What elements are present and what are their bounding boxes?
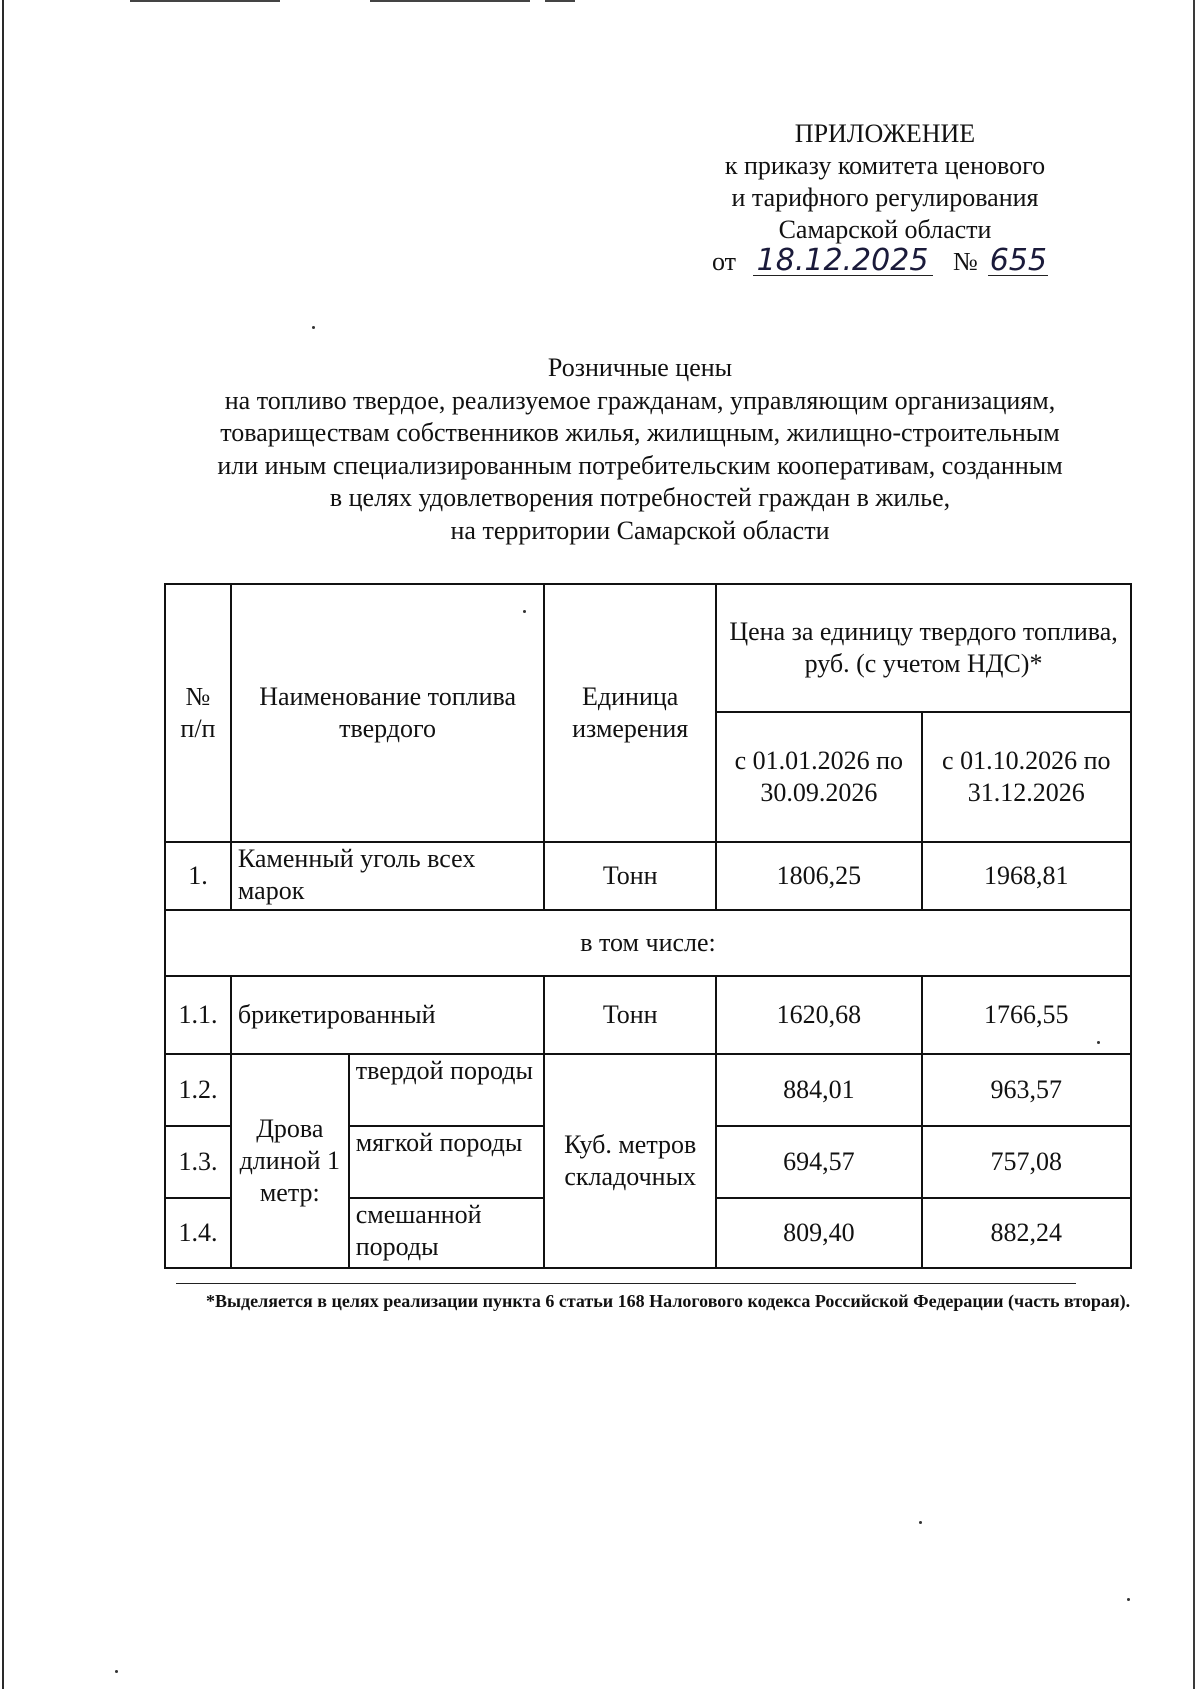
row-unit: Тонн bbox=[544, 976, 716, 1054]
handwritten-number: 655 bbox=[989, 243, 1047, 278]
number-label: № bbox=[953, 247, 978, 276]
footnote-rule bbox=[176, 1283, 1076, 1284]
scan-speck bbox=[523, 610, 526, 613]
row-price-1: 884,01 bbox=[716, 1054, 921, 1126]
firewood-unit: Куб. метров складочных bbox=[544, 1054, 716, 1268]
row-num: 1.1. bbox=[165, 976, 231, 1054]
table-row bbox=[165, 976, 1131, 1054]
scan-mark bbox=[130, 0, 280, 2]
row-num: 1.4. bbox=[165, 1198, 231, 1268]
title-line: на территории Самарской области bbox=[450, 515, 830, 545]
including-row: в том числе: bbox=[165, 910, 1131, 976]
scan-speck bbox=[1127, 1598, 1130, 1601]
scan-edge-right bbox=[1193, 0, 1195, 1689]
row-num: 1. bbox=[165, 842, 231, 910]
row-price-2: 963,57 bbox=[922, 1054, 1131, 1126]
row-name: Каменный уголь всех марок bbox=[231, 842, 544, 910]
appendix-line: и тарифного регулирования bbox=[731, 183, 1039, 212]
title-line: товариществам собственников жилья, жилищным, жилищно-строительным bbox=[220, 418, 1060, 447]
scan-mark bbox=[545, 0, 575, 2]
row-num: 1.3. bbox=[165, 1126, 231, 1198]
row-unit: Тонн bbox=[544, 842, 716, 910]
from-label: от bbox=[712, 247, 737, 276]
table-row bbox=[165, 842, 1131, 910]
table-header-row bbox=[165, 584, 1131, 712]
title-line: Розничные цены bbox=[547, 353, 733, 382]
scan-speck bbox=[1097, 1041, 1100, 1044]
row-price-1: 694,57 bbox=[716, 1126, 921, 1198]
document-title bbox=[140, 352, 1140, 547]
header-price: Цена за единицу твердого топлива, руб. (с учетом НДС)* bbox=[716, 584, 1131, 712]
row-price-2: 1968,81 bbox=[922, 842, 1131, 910]
scan-speck bbox=[312, 326, 315, 329]
row-price-1: 1620,68 bbox=[716, 976, 921, 1054]
row-name: смешанной породы bbox=[349, 1198, 545, 1268]
row-num: 1.2. bbox=[165, 1054, 231, 1126]
header-name: Наименование топлива твердого bbox=[231, 584, 544, 842]
handwritten-date: 18.12.2025 bbox=[753, 247, 933, 276]
title-line: на топливо твердое, реализуемое гражданам, управляющим организациям, bbox=[224, 385, 1056, 415]
title-line: или иным специализированным потребительским кооперативам, созданным bbox=[217, 450, 1063, 480]
title-line: в целях удовлетворения потребностей граждан в жилье, bbox=[329, 483, 951, 512]
price-table bbox=[164, 583, 1132, 1269]
scan-speck bbox=[919, 1521, 922, 1524]
header-unit: Единица измерения bbox=[544, 584, 716, 842]
scan-mark bbox=[370, 0, 530, 2]
appendix-header bbox=[660, 118, 1110, 246]
header-period-2: с 01.10.2026 по 31.12.2026 bbox=[922, 712, 1131, 842]
appendix-line: Самарской области bbox=[778, 215, 992, 244]
appendix-line: к приказу комитета ценового bbox=[724, 151, 1046, 180]
scan-speck bbox=[115, 1670, 118, 1673]
header-period-1: с 01.01.2026 по 30.09.2026 bbox=[716, 712, 921, 842]
footnote: *Выделяется в целях реализации пункта 6 статьи 168 Налогового кодекса Российской Федерации (часть вторая). bbox=[206, 1291, 1131, 1311]
row-price-2: 757,08 bbox=[922, 1126, 1131, 1198]
row-name: брикетированный bbox=[231, 976, 544, 1054]
scan-edge-left bbox=[2, 0, 4, 1689]
table-row bbox=[165, 910, 1131, 976]
row-price-2: 882,24 bbox=[922, 1198, 1131, 1268]
table-row bbox=[165, 1054, 1131, 1126]
firewood-group: Дрова длиной 1 метр: bbox=[231, 1054, 349, 1268]
row-name: твердой породы bbox=[349, 1054, 545, 1126]
row-name: мягкой породы bbox=[349, 1126, 545, 1198]
row-price-1: 1806,25 bbox=[716, 842, 921, 910]
order-reference bbox=[712, 243, 1048, 278]
row-price-2: 1766,55 bbox=[922, 976, 1131, 1054]
header-num: № п/п bbox=[165, 584, 231, 842]
row-price-1: 809,40 bbox=[716, 1198, 921, 1268]
appendix-title: ПРИЛОЖЕНИЕ bbox=[794, 119, 976, 148]
